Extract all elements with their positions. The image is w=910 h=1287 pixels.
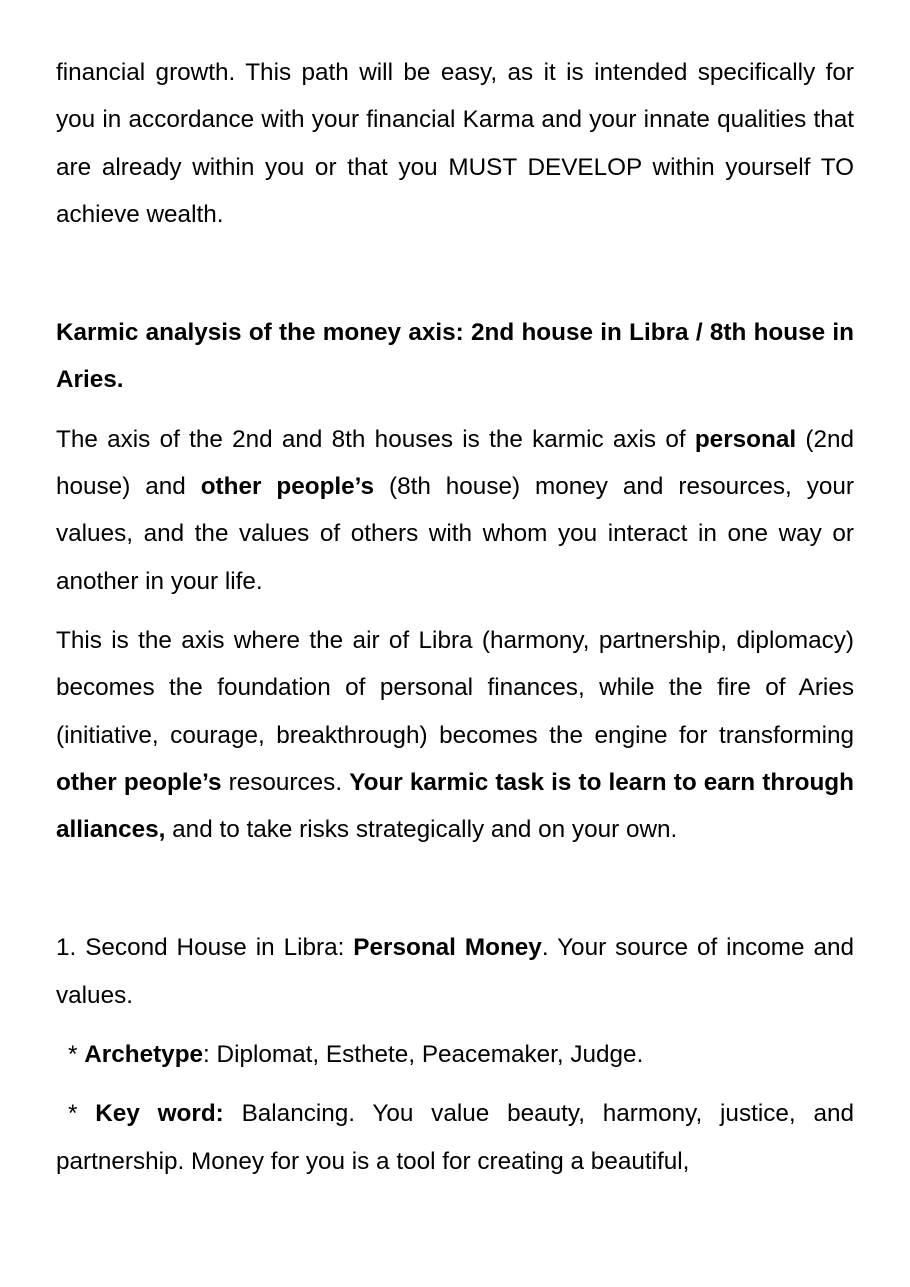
key-word-bullet-mark: * bbox=[68, 1100, 96, 1128]
archetype-bullet-mark: * bbox=[68, 1041, 85, 1069]
second-house-item bbox=[56, 924, 854, 1019]
libra-aries-paragraph bbox=[56, 617, 854, 853]
axis-text-1: The axis of the 2nd and 8th houses is the karmic axis of bbox=[56, 425, 695, 453]
archetype-bullet bbox=[56, 1031, 854, 1078]
second-house-text-1: 1. Second House in Libra: bbox=[56, 934, 354, 962]
axis-bold-other-peoples: other people’s bbox=[200, 473, 375, 501]
document-page bbox=[56, 49, 854, 1185]
archetype-text: : Diplomat, Esthete, Peacemaker, Judge. bbox=[203, 1041, 644, 1069]
key-word-label: Key word: bbox=[95, 1100, 224, 1128]
axis-bold-personal: personal bbox=[694, 425, 797, 453]
libra-bold-karmic-task: Your karmic task is to learn to earn through alliances, bbox=[56, 768, 854, 844]
libra-text-3: and to take risks strategically and on your own. bbox=[165, 816, 678, 844]
axis-text-3: (8th house) money and resources, your values, and the values of others with whom you interact in one way or another in your life. bbox=[56, 473, 854, 595]
second-house-bold-personal-money: Personal Money bbox=[353, 934, 542, 962]
intro-paragraph bbox=[56, 49, 854, 238]
libra-bold-other-peoples: other people’s bbox=[56, 768, 222, 796]
intro-text: financial growth. This path will be easy, as it is intended specifically for you in accordance with your financial Karma and your innate qualities that are already within you or that you MUST DEVELOP within yourself TO achieve wealth. bbox=[56, 59, 854, 228]
libra-text-1: This is the axis where the air of Libra (harmony, partnership, diplomacy) becomes the foundation of personal finances, while the fire of Aries (initiative, courage, breakthrough) becomes the engine for transforming bbox=[56, 626, 854, 749]
section-heading bbox=[56, 309, 854, 404]
axis-text-2: (2nd house) and bbox=[56, 425, 854, 501]
second-house-text-2: . Your source of income and values. bbox=[56, 934, 854, 1009]
archetype-label: Archetype bbox=[84, 1041, 204, 1069]
key-word-text: Balancing. You value beauty, harmony, justice, and partnership. Money for you is a tool for creating a beautiful, bbox=[56, 1100, 854, 1175]
section-heading-text: Karmic analysis of the money axis: 2nd house in Libra / 8th house in Aries. bbox=[56, 319, 854, 394]
key-word-bullet bbox=[56, 1090, 854, 1185]
axis-paragraph bbox=[56, 416, 854, 605]
libra-text-2: resources. bbox=[221, 768, 350, 796]
